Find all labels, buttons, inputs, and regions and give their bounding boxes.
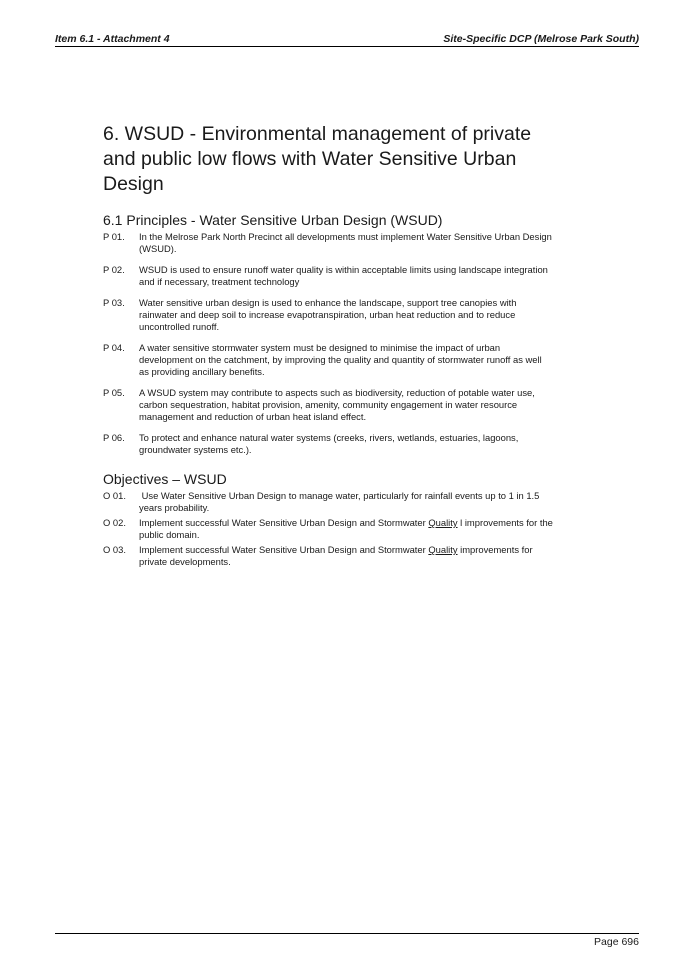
item-number: P 02. <box>103 264 125 275</box>
principle-item <box>103 297 553 333</box>
principle-item <box>103 432 553 456</box>
principle-item <box>103 342 553 378</box>
principle-item <box>103 231 553 255</box>
item-number: O 03. <box>103 544 126 555</box>
item-number: O 01. <box>103 490 126 501</box>
item-number: P 04. <box>103 342 125 353</box>
header-left: Item 6.1 - Attachment 4 <box>55 33 170 45</box>
principles-heading: 6.1 Principles - Water Sensitive Urban Design (WSUD) <box>103 212 443 228</box>
objective-item <box>103 517 556 541</box>
item-text-pre: Implement successful Water Sensitive Urban Design and Stormwater <box>139 544 429 555</box>
page-title: 6. WSUD - Environmental management of private and public low flows with Water Sensitive Urban Design <box>103 123 532 195</box>
principle-item <box>103 387 553 423</box>
document-body <box>103 122 556 571</box>
item-text: Use Water Sensitive Urban Design to manage water, particularly for rainfall events up to 1 in 1.5 years probability. <box>139 490 542 513</box>
item-text: A water sensitive stormwater system must be designed to minimise the impact of urban development on the catchment, by improving the quality and quantity of stormwater runoff as well as providing ancillary benefits. <box>139 342 542 377</box>
item-text: In the Melrose Park North Precinct all developments must implement Water Sensitive Urban Design (WSUD). <box>139 231 552 254</box>
item-text <box>139 517 556 541</box>
page-number: Page 696 <box>594 936 639 948</box>
item-number: P 01. <box>103 231 125 242</box>
item-text: A WSUD system may contribute to aspects such as biodiversity, reduction of potable water use, carbon sequestration, habitat provision, amenity, community engagement in water resource management and reduction of urban heat island effect. <box>139 387 535 422</box>
page-header <box>55 33 639 47</box>
item-number: P 03. <box>103 297 125 308</box>
item-text <box>139 544 553 568</box>
item-text: WSUD is used to ensure runoff water quality is within acceptable limits using landscape integration and if necessary, treatment technology <box>139 264 548 287</box>
quality-underlined: Quality <box>428 544 458 555</box>
item-number: P 06. <box>103 432 125 443</box>
item-text-pre: Implement successful Water Sensitive Urban Design and Stormwater <box>139 517 429 528</box>
principle-item <box>103 264 553 288</box>
item-number: O 02. <box>103 517 126 528</box>
page-footer <box>55 933 639 948</box>
item-number: P 05. <box>103 387 125 398</box>
item-text: Water sensitive urban design is used to enhance the landscape, support tree canopies with rainwater and deep soil to increase evapotranspiration, urban heat reduction and to reduce uncontrolled runoff. <box>139 297 517 332</box>
objectives-heading: Objectives – WSUD <box>103 471 227 487</box>
item-text: To protect and enhance natural water systems (creeks, rivers, wetlands, estuaries, lagoons, groundwater systems etc.). <box>139 432 519 455</box>
item-text-post: l improvements for the public domain. <box>139 517 556 540</box>
header-right: Site-Specific DCP (Melrose Park South) <box>443 33 639 45</box>
item-text-post: improvements for private developments. <box>139 544 536 567</box>
objective-item <box>103 490 553 514</box>
quality-underlined: Quality <box>428 517 458 528</box>
objective-item <box>103 544 553 568</box>
